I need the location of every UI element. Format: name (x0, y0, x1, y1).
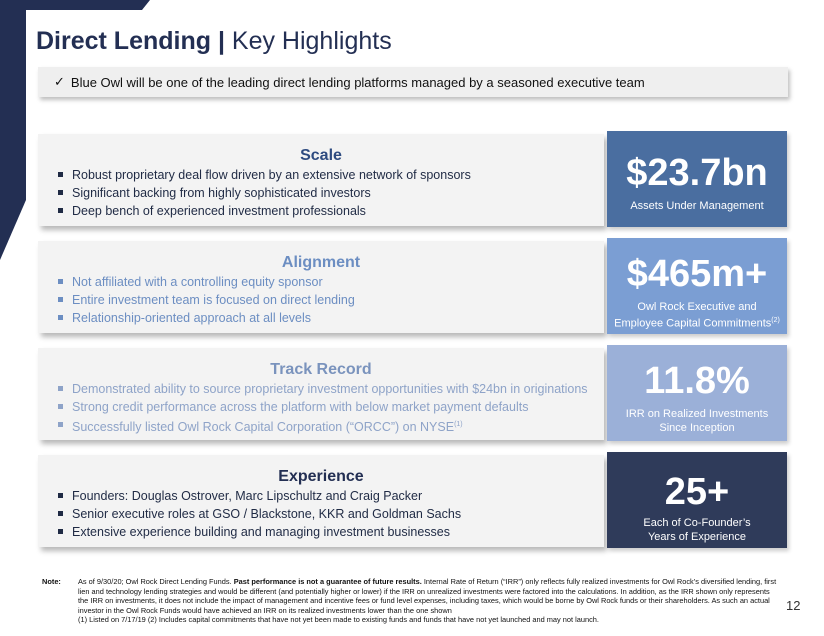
note-text-part2: Internal Rate of Return (“IRR”) only reflects fully realized investments for Owl Rock’s diversified lending, first lien and technology lending strategies and would be different (and potentially higher or lower) if the IRR on unrealized investments were factored into the calculations. In addition, as the IRR shown only represents the IRR on investments, it does not include the impact of management and incentive fees or fund level expenses, including taxes, which would be borne by Owl Rock funds or their shareholders. As such an actual investor in the Owl Rock Funds would have achieved an IRR on its realized investments lower than the one shown (78, 577, 777, 615)
experience-stat-caption-line2: Years of Experience (647, 531, 747, 543)
left-edge-decoration (0, 0, 26, 260)
experience-stat-caption-line1: Each of Co-Founder’s (643, 517, 751, 529)
bullet-square-icon (58, 422, 63, 427)
experience-stat-box (607, 452, 787, 548)
bullet-text: Senior executive roles at GSO / Blackstone, KKR and Goldman Sachs (72, 507, 462, 521)
list-item (58, 273, 355, 291)
track-record-stat-value: 11.8% (644, 360, 750, 402)
alignment-card (38, 241, 604, 333)
list-item (58, 202, 471, 220)
bullet-square-icon (58, 511, 63, 516)
note-text (78, 577, 782, 625)
alignment-stat-caption-text: Employee Capital Commitments (614, 317, 772, 330)
bullet-square-icon (58, 172, 63, 177)
alignment-heading: Alignment (281, 254, 361, 271)
list-item (58, 291, 355, 309)
bullet-square-icon (58, 493, 63, 498)
page-title (36, 26, 392, 56)
list-item (58, 380, 588, 398)
scale-stat-caption: Assets Under Management (630, 200, 764, 212)
bullet-square-icon (58, 529, 63, 534)
track-record-card (38, 348, 604, 440)
bullet-square-icon (58, 208, 63, 213)
bullet-square-icon (58, 315, 63, 320)
page-title-regular: Key Highlights (224, 27, 392, 55)
bullet-text: Extensive experience building and managing investment businesses (72, 525, 451, 539)
banner-text: Blue Owl will be one of the leading direct lending platforms managed by a seasoned executive team (70, 74, 645, 90)
checkmark-icon: ✓ (54, 74, 65, 89)
highlight-banner (38, 67, 788, 97)
track-record-stat-box (607, 345, 787, 441)
note-label: Note: (42, 577, 61, 586)
footnote-block (42, 577, 782, 625)
bullet-square-icon (58, 386, 63, 391)
experience-heading: Experience (278, 468, 364, 485)
track-record-stat-caption-line1: IRR on Realized Investments (625, 408, 769, 420)
bullet-text: Significant backing from highly sophisticated investors (72, 186, 371, 200)
bullet-square-icon (58, 297, 63, 302)
scale-heading: Scale (300, 147, 342, 164)
alignment-bullets (38, 273, 355, 327)
list-item (58, 309, 355, 327)
bullet-text: Robust proprietary deal flow driven by an extensive network of sponsors (72, 168, 471, 182)
top-edge-decoration (0, 0, 150, 10)
bullet-square-icon (58, 279, 63, 284)
list-item (58, 523, 461, 541)
bullet-text: Deep bench of experienced investment professionals (72, 204, 366, 218)
footnote-marker: (2) (771, 317, 780, 324)
bullet-text: Successfully listed Owl Rock Capital Corporation (“ORCC”) on NYSE (72, 420, 455, 435)
scale-stat-value: $23.7bn (626, 152, 768, 194)
footnote-marker: (1) (454, 421, 463, 428)
note-text-bold: Past performance is not a guarantee of future results. (233, 577, 422, 586)
track-record-bullets (38, 380, 588, 436)
experience-card (38, 455, 604, 547)
bullet-text: Strong credit performance across the platform with below market payment defaults (72, 400, 529, 414)
track-record-heading: Track Record (270, 361, 372, 378)
alignment-stat-caption-line1: Owl Rock Executive and (637, 301, 757, 313)
scale-card (38, 134, 604, 226)
bullet-text: Not affiliated with a controlling equity sponsor (72, 275, 323, 289)
list-item (58, 184, 471, 202)
note-footnotes: (1) Listed on 7/17/19 (2) Includes capital commitments that have not yet been made to existing funds and funds that have not yet launched and may not launch. (78, 615, 599, 625)
list-item (58, 416, 588, 436)
bullet-text: Entire investment team is focused on direct lending (72, 293, 355, 307)
list-item (58, 166, 471, 184)
alignment-stat-caption-line2 (607, 314, 787, 331)
page-number: 12 (786, 598, 801, 613)
experience-bullets (38, 487, 461, 541)
list-item (58, 505, 461, 523)
bullet-square-icon (58, 404, 63, 409)
page-title-bold: Direct Lending | (36, 27, 225, 55)
track-record-stat-caption-line2: Since Inception (659, 422, 735, 434)
alignment-stat-box (607, 238, 787, 334)
scale-bullets (38, 166, 471, 220)
bullet-square-icon (58, 190, 63, 195)
bullet-text: Demonstrated ability to source proprietary investment opportunities with $24bn in originations (72, 382, 588, 396)
alignment-stat-value: $465m+ (626, 253, 768, 295)
bullet-text: Relationship-oriented approach at all levels (72, 311, 312, 325)
experience-stat-value: 25+ (664, 471, 730, 513)
list-item (58, 398, 588, 416)
bullet-text: Founders: Douglas Ostrover, Marc Lipschultz and Craig Packer (72, 489, 423, 503)
list-item (58, 487, 461, 505)
note-text-part1: As of 9/30/20; Owl Rock Direct Lending Funds. (78, 577, 234, 586)
scale-stat-box (607, 131, 787, 227)
